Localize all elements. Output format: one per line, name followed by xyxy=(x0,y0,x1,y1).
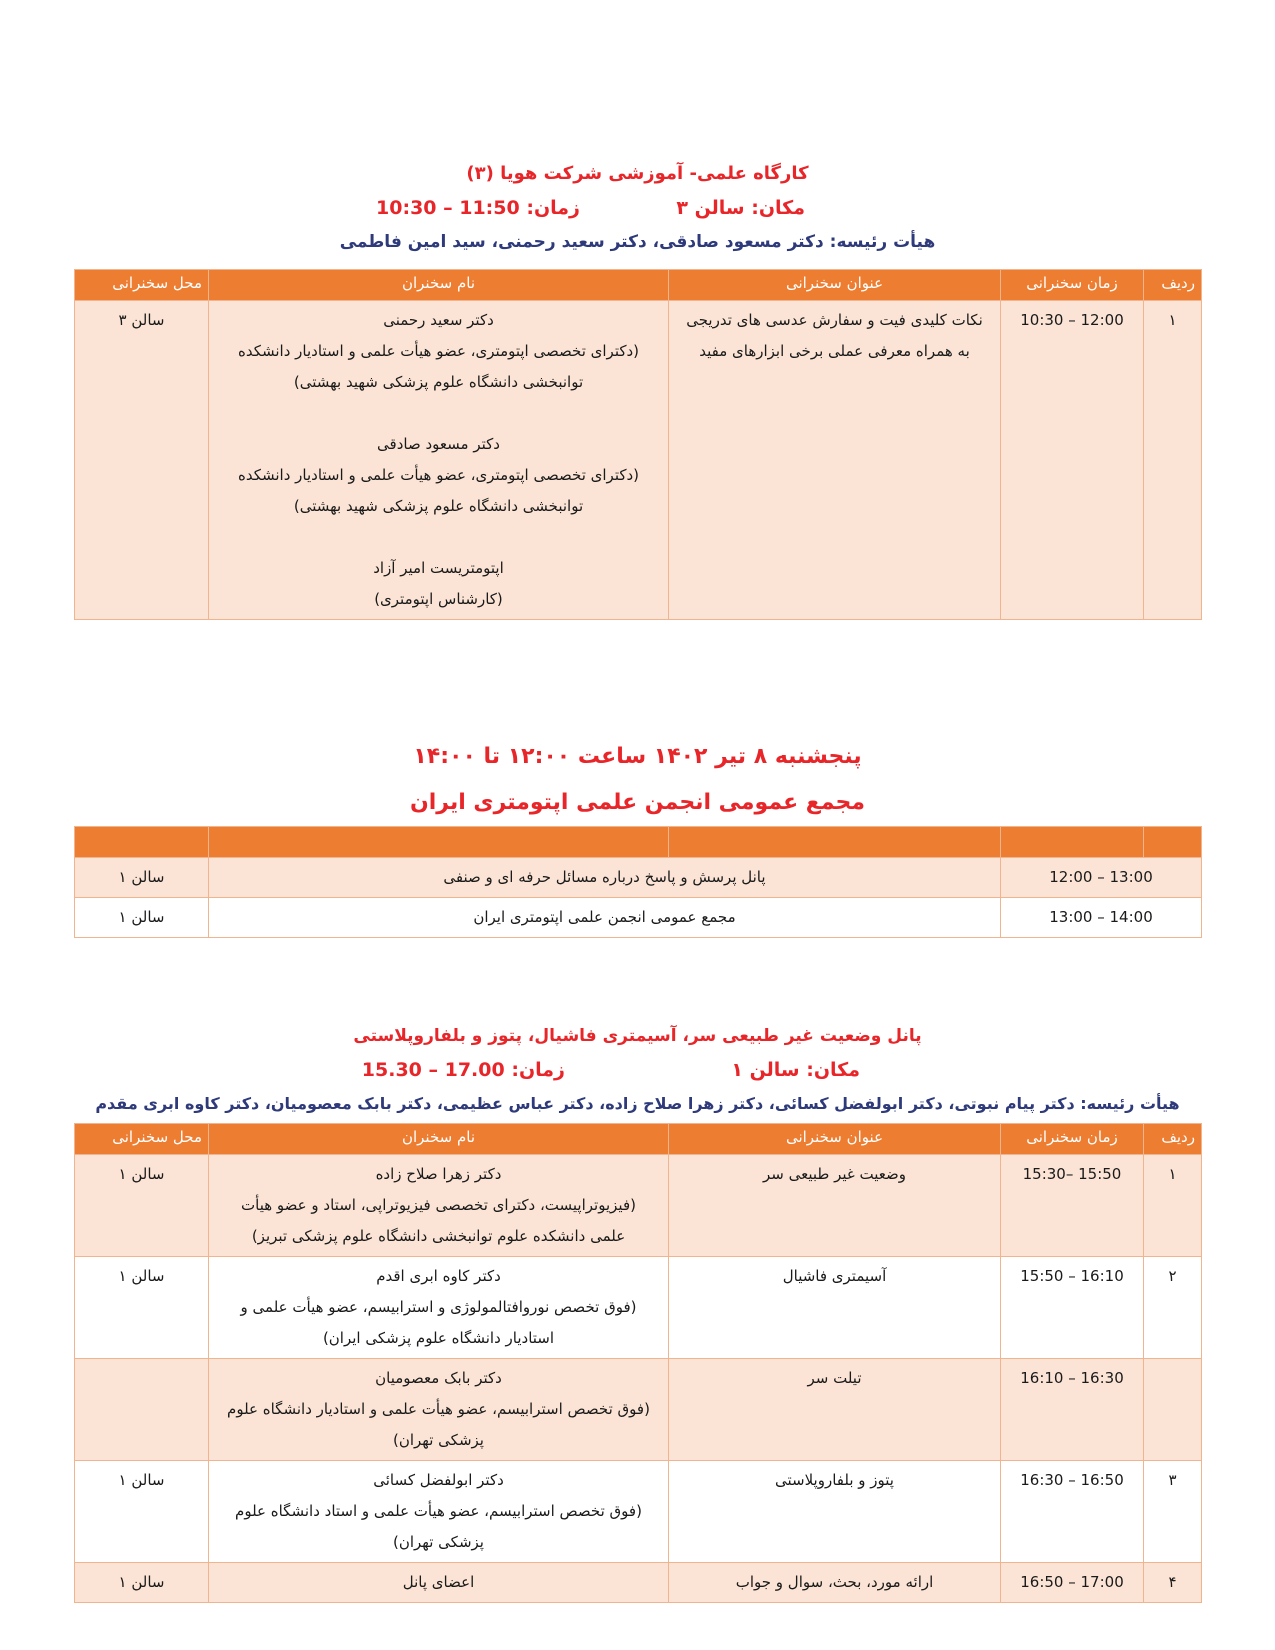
table-header-row xyxy=(75,827,1202,858)
section3-title: پانل وضعیت غیر طبیعی سر، آسیمتری فاشیال، پتوز و بلفاروپلاستی xyxy=(353,1026,922,1046)
col-header-topic: عنوان سخنرانی xyxy=(669,270,1001,301)
table-row xyxy=(75,1155,1202,1257)
table-row xyxy=(75,1461,1202,1563)
row-topic: پانل پرسش و پاسخ درباره مسائل حرفه ای و صنفی xyxy=(209,858,1001,898)
row-time: 16:10 – 16:30 xyxy=(1001,1359,1144,1461)
col-header-num: ردیف xyxy=(1144,270,1202,301)
row-time: 16:50 – 17:00 xyxy=(1001,1563,1144,1603)
row-num: ۱ xyxy=(1144,1155,1202,1257)
col-header-speaker: نام سخنران xyxy=(209,270,669,301)
col-header-time: زمان سخنرانی xyxy=(1001,1124,1144,1155)
row-hall: سالن ۳ xyxy=(75,301,209,620)
section1-table xyxy=(74,269,1202,620)
row-topic: نکات کلیدی فیت و سفارش عدسی های تدریجی به همراه معرفی عملی برخی ابزارهای مفید xyxy=(669,301,1001,620)
table-row xyxy=(75,858,1202,898)
table-row xyxy=(75,1563,1202,1603)
row-topic: ارائه مورد، بحث، سوال و جواب xyxy=(669,1563,1001,1603)
row-hall xyxy=(75,1359,209,1461)
col-header-speaker: نام سخنران xyxy=(209,1124,669,1155)
section1-place: مکان: سالن ۳ xyxy=(676,197,805,219)
row-hall: سالن ۱ xyxy=(75,1461,209,1563)
row-hall: سالن ۱ xyxy=(75,1257,209,1359)
table-header-row xyxy=(75,270,1202,301)
section1-time xyxy=(376,197,580,219)
row-hall: سالن ۱ xyxy=(75,858,209,898)
row-topic: تیلت سر xyxy=(669,1359,1001,1461)
section3-time xyxy=(362,1059,565,1081)
section1-title: کارگاه علمی- آموزشی شرکت هویا (۳) xyxy=(466,163,809,184)
row-speaker: دکتر زهرا صلاح زاده (فیزیوتراپیست، دکترای تخصصی فیزیوتراپی، استاد و عضو هیأت علمی دانشکده علوم توانبخشی دانشگاه علوم پزشکی تبریز) xyxy=(209,1155,669,1257)
row-time: 15:50 – 16:10 xyxy=(1001,1257,1144,1359)
row-time: 10:30 – 12:00 xyxy=(1001,301,1144,620)
row-topic: پتوز و بلفاروپلاستی xyxy=(669,1461,1001,1563)
table-row xyxy=(75,301,1202,620)
row-speaker: اعضای پانل xyxy=(209,1563,669,1603)
section3-time-label: زمان: xyxy=(511,1059,565,1081)
row-topic: وضعیت غیر طبیعی سر xyxy=(669,1155,1001,1257)
section1-time-label: زمان: xyxy=(526,197,580,219)
row-speaker: دکتر کاوه ابری اقدم (فوق تخصص نوروافتالمولوژی و استرابیسم، عضو هیأت علمی و استادیار دانشگاه علوم پزشکی ایران) xyxy=(209,1257,669,1359)
table-row xyxy=(75,1359,1202,1461)
row-hall: سالن ۱ xyxy=(75,898,209,938)
table-row xyxy=(75,1257,1202,1359)
col-header-hall: محل سخنرانی xyxy=(75,270,209,301)
col-header-topic: عنوان سخنرانی xyxy=(669,1124,1001,1155)
row-speaker: دکتر ابولفضل کسائی (فوق تخصص استرابیسم، عضو هیأت علمی و استاد دانشگاه علوم پزشکی تهران) xyxy=(209,1461,669,1563)
row-num: ۲ xyxy=(1144,1257,1202,1359)
row-topic: مجمع عمومی انجمن علمی اپتومتری ایران xyxy=(209,898,1001,938)
row-time: 15:30– 15:50 xyxy=(1001,1155,1144,1257)
section3-table xyxy=(74,1123,1202,1603)
col-header-num: ردیف xyxy=(1144,1124,1202,1155)
section1-board: هیأت رئیسه: دکتر مسعود صادقی، دکتر سعید رحمنی، سید امین فاطمی xyxy=(339,232,936,252)
row-num: ۴ xyxy=(1144,1563,1202,1603)
table-row xyxy=(75,898,1202,938)
section1-time-value: 10:30 – 11:50 xyxy=(376,197,520,219)
section2-date: پنجشنبه ۸ تیر ۱۴۰۲ ساعت ۱۲:۰۰ تا ۱۴:۰۰ xyxy=(413,744,862,769)
section3-board: هیأت رئیسه: دکتر پیام نبوتی، دکتر ابولفضل کسائی، دکتر زهرا صلاح زاده، دکتر عباس عظیمی، دکتر بابک معصومیان، دکتر کاوه ابری مقدم xyxy=(95,1094,1180,1113)
section2-title: مجمع عمومی انجمن علمی اپتومتری ایران xyxy=(409,790,866,815)
row-num: ۳ xyxy=(1144,1461,1202,1563)
row-speakers: دکتر سعید رحمنی (دکترای تخصصی اپتومتری، عضو هیأت علمی و استادیار دانشکده توانبخشی دانشگاه علوم پزشکی شهید بهشتی) دکتر مسعود صادقی (دکترای تخصصی اپتومتری، عضو هیأت علمی و استادیار دانشکده توانبخشی دانشگاه علوم پزشکی شهید بهشتی) اپتومتریست امیر آزاد (کارشناس اپتومتری) xyxy=(209,301,669,620)
row-speaker: دکتر بابک معصومیان (فوق تخصص استرابیسم، عضو هیأت علمی و استادیار دانشگاه علوم پزشکی تهران) xyxy=(209,1359,669,1461)
row-hall: سالن ۱ xyxy=(75,1155,209,1257)
row-hall: سالن ۱ xyxy=(75,1563,209,1603)
row-num: ۱ xyxy=(1144,301,1202,620)
row-time: 12:00 – 13:00 xyxy=(1001,858,1202,898)
row-time: 16:30 – 16:50 xyxy=(1001,1461,1144,1563)
col-header-hall: محل سخنرانی xyxy=(75,1124,209,1155)
row-num xyxy=(1144,1359,1202,1461)
col-header-time: زمان سخنرانی xyxy=(1001,270,1144,301)
row-topic: آسیمتری فاشیال xyxy=(669,1257,1001,1359)
section2-table xyxy=(74,826,1202,938)
row-time: 13:00 – 14:00 xyxy=(1001,898,1202,938)
section3-time-value: 15.30 – 17.00 xyxy=(361,1059,505,1081)
table-header-row xyxy=(75,1124,1202,1155)
section3-place: مکان: سالن ۱ xyxy=(731,1059,860,1081)
